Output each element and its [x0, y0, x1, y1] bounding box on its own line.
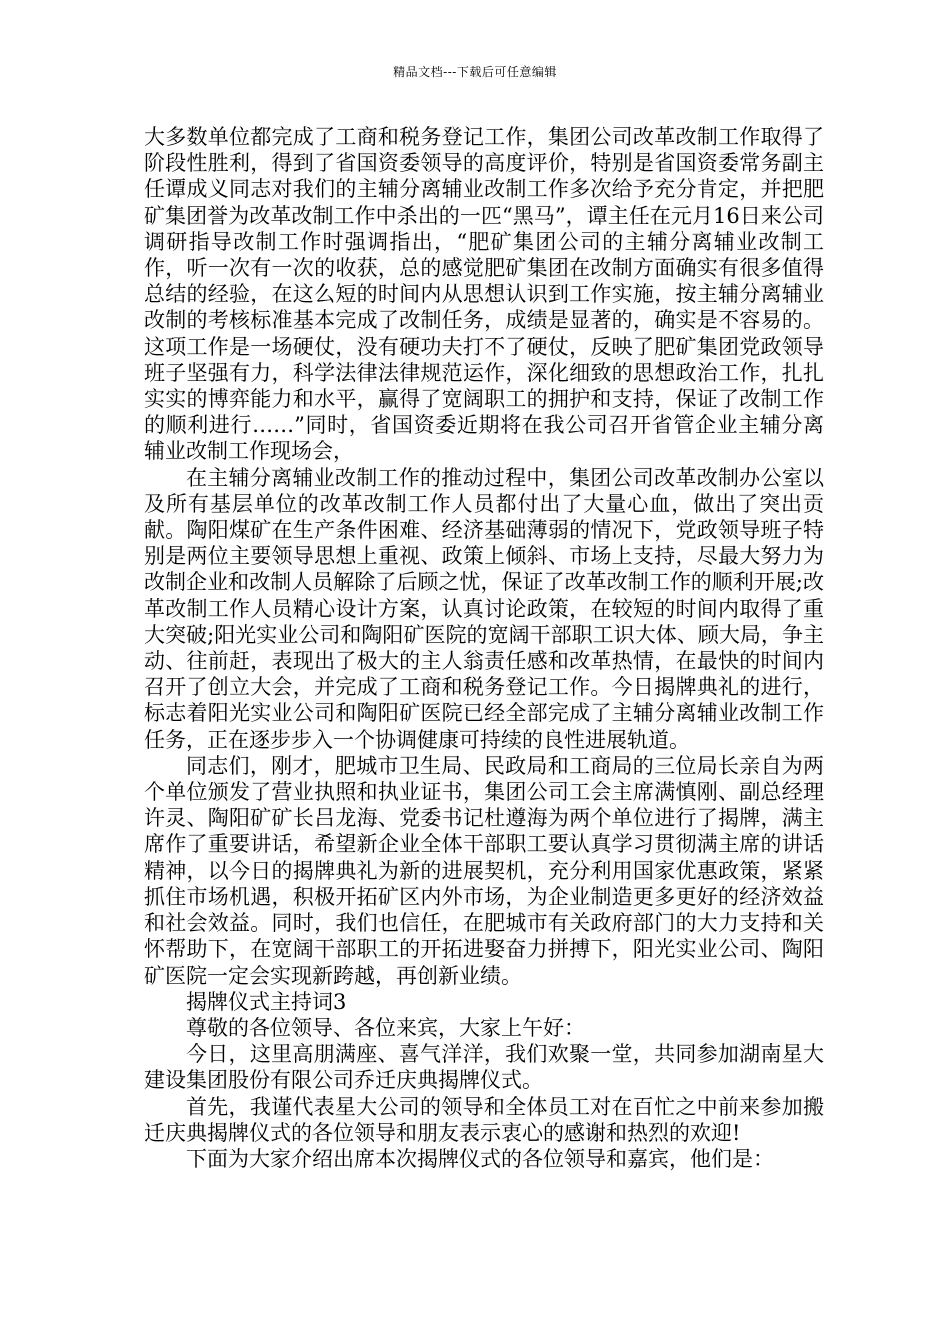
- paragraph-today: 今日，这里高朋满座、喜气洋洋，我们欢聚一堂，共同参加湖南星大建设集团股份有限公司乔迁庆典揭牌仪式。: [144, 1042, 824, 1093]
- paragraph-reform-efforts: 在主辅分离辅业改制工作的推动过程中，集团公司改革改制办公室以及所有基层单位的改革改制工作人员都付出了大量心血，做出了突出贡献。陶阳煤矿在生产条件困难、经济基础薄弱的情况下，党政领导班子特别是两位主要领导思想上重视、政策上倾斜、市场上支持，尽最大努力为改制企业和改制人员解除了后顾之忧，保证了改革改制工作的顺利开展;改革改制工作人员精心设计方案，认真讨论政策，在较短的时间内取得了重大突破;阳光实业公司和陶阳矿医院的宽阔干部职工识大体、顾大局，争主动、往前赶，表现出了极大的主人翁责任感和改革热情，在最快的时间内召开了创立大会，并完成了工商和税务登记工作。今日揭牌典礼的进行，标志着阳光实业公司和陶阳矿医院已经全部完成了主辅分离辅业改制工作任务，正在逐步步入一个协调健康可持续的良性进展轨道。: [144, 465, 824, 752]
- page-header: 精品文档---下载后可任意编辑: [393, 65, 557, 79]
- paragraph-greeting: 尊敬的各位领导、各位来宾，大家上午好：: [186, 1015, 585, 1040]
- paragraph-introduction: 下面为大家介绍出席本次揭牌仪式的各位领导和嘉宾，他们是：: [186, 1146, 774, 1171]
- paragraph-comrades: 同志们，刚才，肥城市卫生局、民政局和工商局的三位局长亲自为两个单位颁发了营业执照和执业证书，集团公司工会主席满慎刚、副总经理许灵、陶阳矿矿长吕龙海、党委书记杜遵海为两个单位进行了揭牌，满主席作了重要讲话，希望新企业全体干部职工要认真学习贯彻满主席的讲话精神，以今日的揭牌典礼为新的进展契机，充分利用国家优惠政策，紧紧抓住市场机遇，积极开拓矿区内外市场，为企业制造更多更好的经济效益和社会效益。同时，我们也信任，在肥城市有关政府部门的大力支持和关怀帮助下，在宽阔干部职工的开拓进娶奋力拼搏下，阳光实业公司、陶阳矿医院一定会实现新跨越，再创新业绩。: [144, 753, 824, 988]
- section-heading: 揭牌仪式主持词3: [186, 989, 347, 1014]
- paragraph-continuation: 大多数单位都完成了工商和税务登记工作，集团公司改革改制工作取得了阶段性胜利，得到了省国资委领导的高度评价，特别是省国资委常务副主任谭成义同志对我们的主辅分离辅业改制工作多次给予充分肯定，并把肥矿集团誉为改革改制工作中杀出的一匹“黑马”，谭主任在元月16日来公司调研指导改制工作时强调指出，“肥矿集团公司的主辅分离辅业改制工作，听一次有一次的收获，总的感觉肥矿集团在改制方面确实有很多值得总结的经验，在这么短的时间内从思想认识到工作实施，按主辅分离辅业改制的考核标准基本完成了改制任务，成绩是显著的，确实是不容易的。这项工作是一场硬仗，没有硬功夫打不了硬仗，反映了肥矿集团党政领导班子坚强有力，科学法律法律规范运作，深化细致的思想政治工作，扎扎实实的博弈能力和水平，赢得了宽阔职工的拥护和支持，保证了改制工作的顺利进行……”同时，省国资委近期将在我公司召开省管企业主辅分离辅业改制工作现场会，: [144, 125, 824, 464]
- paragraph-thanks: 首先，我谨代表星大公司的领导和全体员工对在百忙之中前来参加搬迁庆典揭牌仪式的各位领导和朋友表示衷心的感谢和热烈的欢迎!: [144, 1094, 824, 1145]
- document-body: [144, 124, 824, 1172]
